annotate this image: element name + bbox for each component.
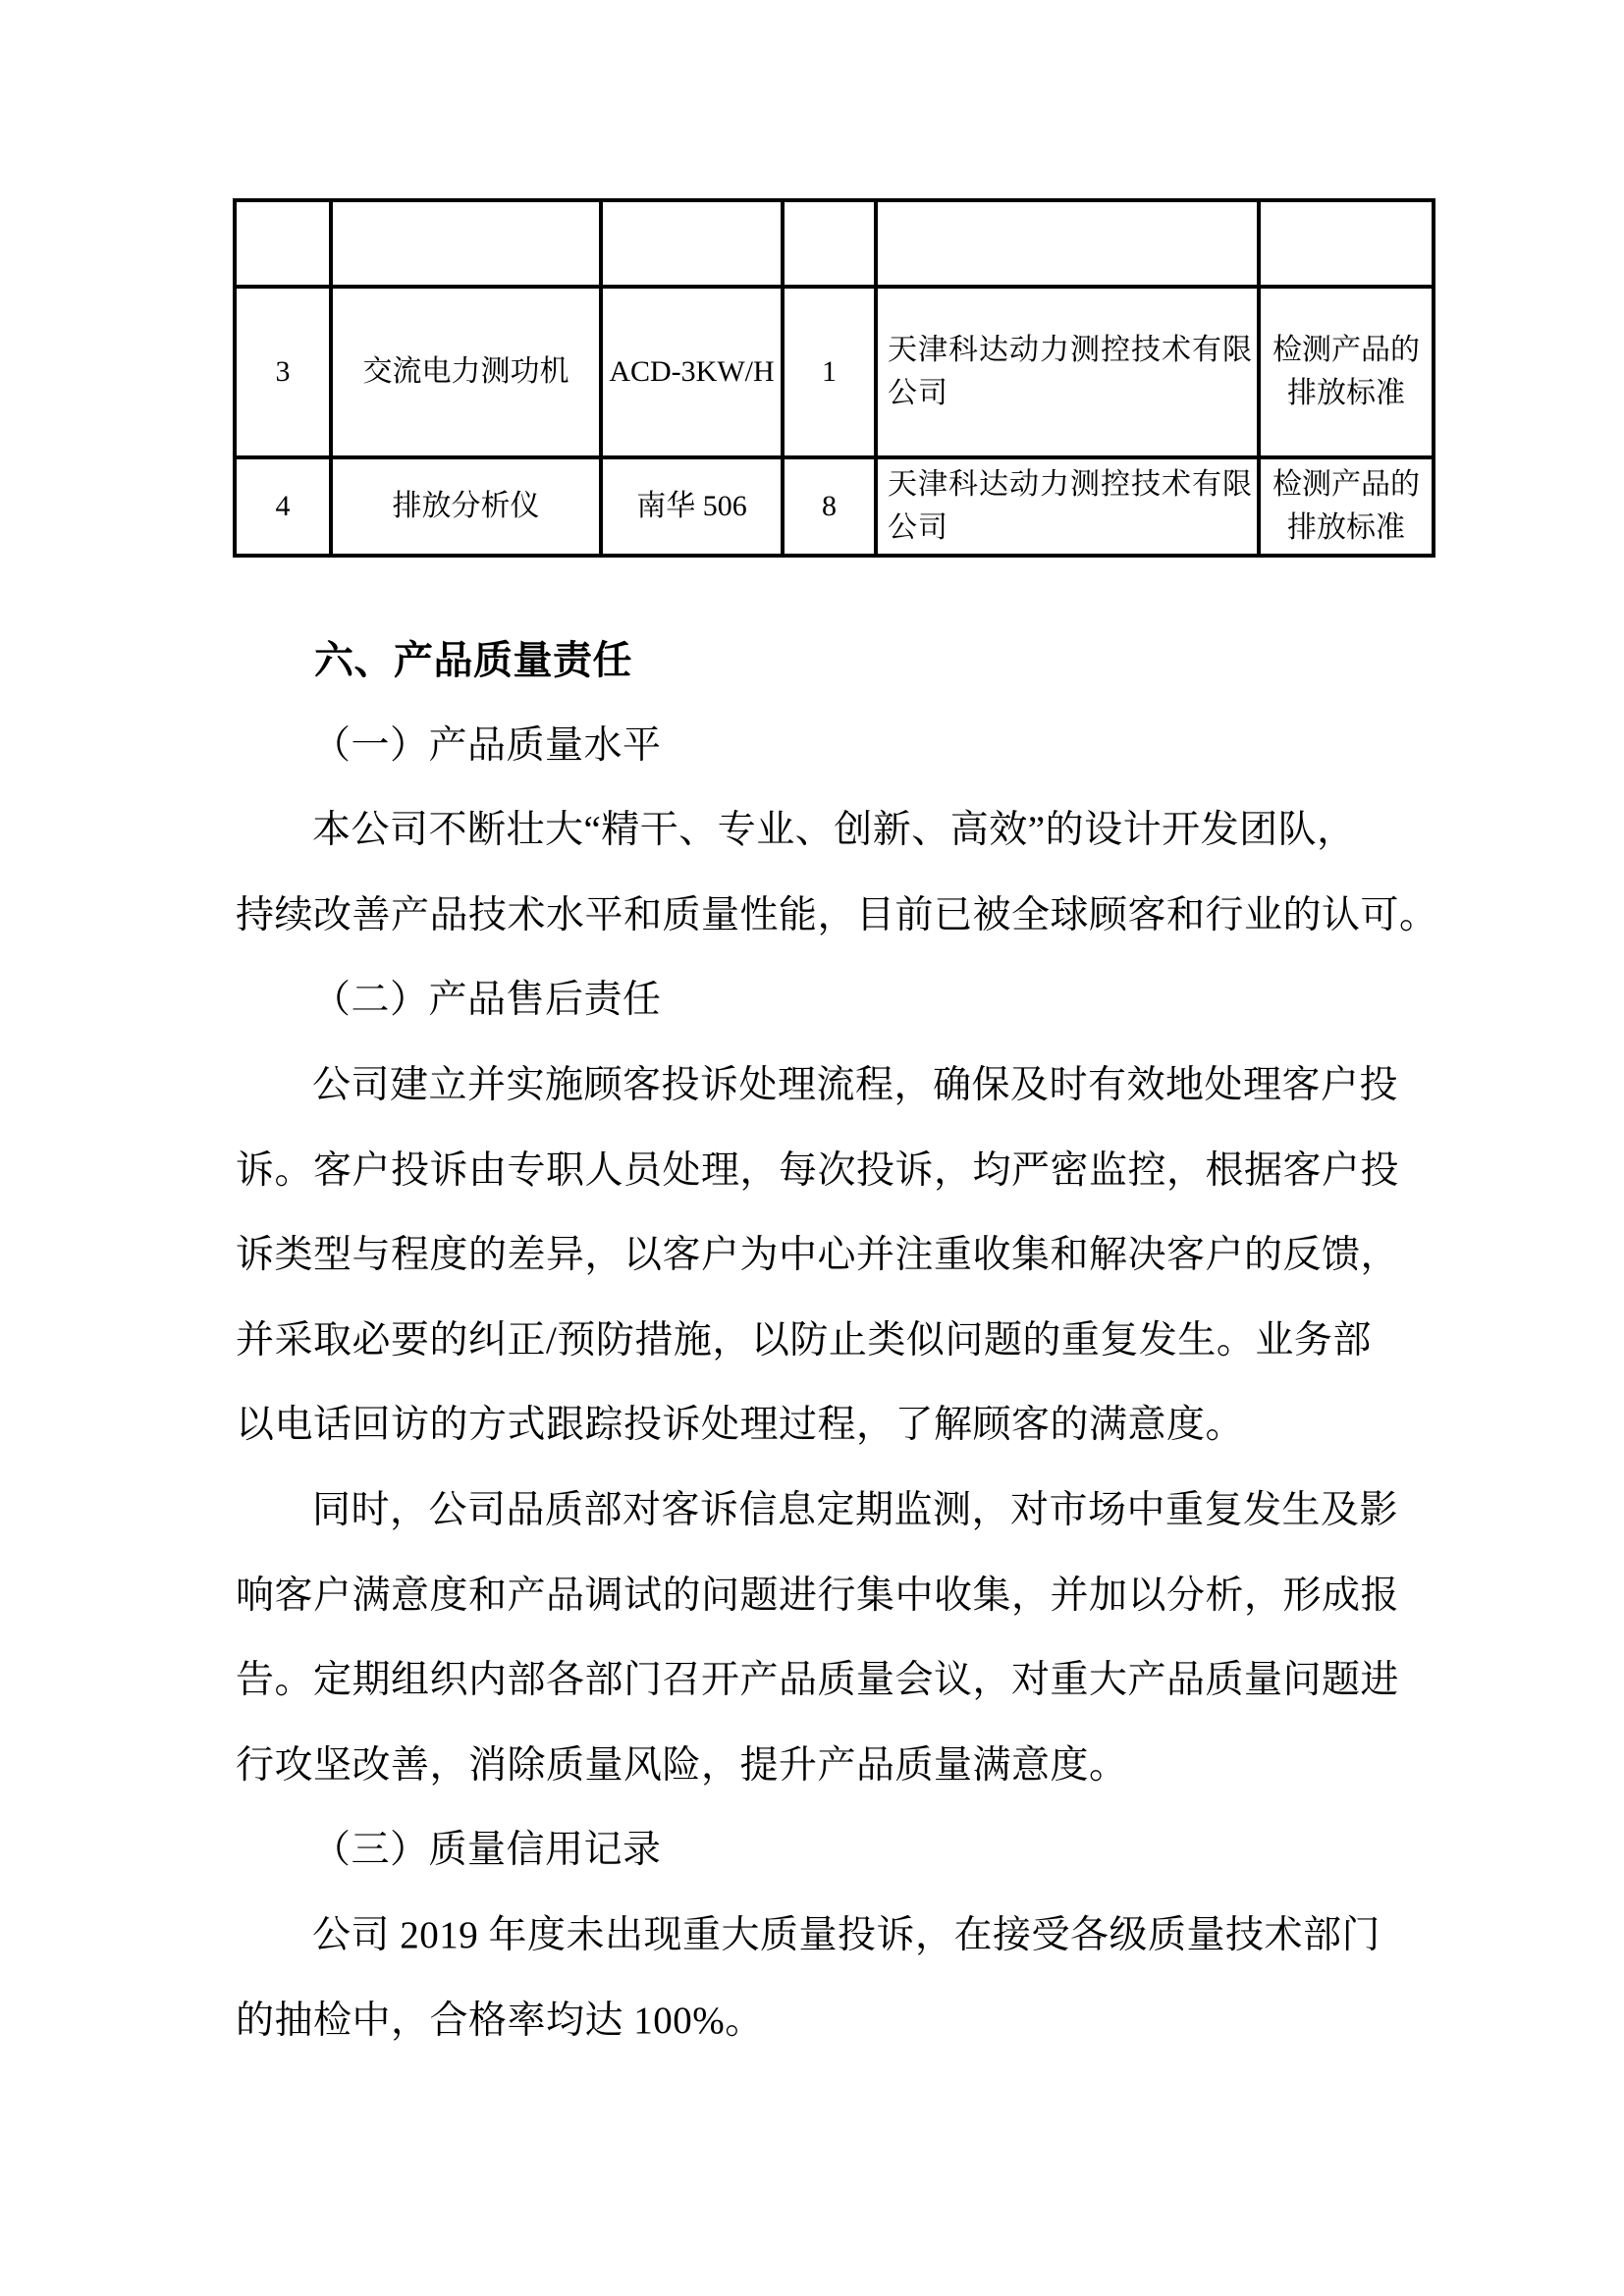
paragraph-line: 公司 2019 年度未出现重大质量投诉，在接受各级质量技术部门 [312,1913,1381,1956]
table-row-4 [235,457,1434,556]
paragraph-line: 同时，公司品质部对客诉信息定期监测，对市场中重复发生及影 [312,1488,1399,1531]
equipment-table [233,198,1435,558]
section-heading: 六、产品质量责任 [314,638,632,683]
table-row-continuation [235,200,1434,287]
paragraph-line: 告。定期组织内部各部门召开产品质量会议，对重大产品质量问题进 [236,1659,1400,1702]
table-cell-model: 南华 506 [601,457,783,556]
paragraph-line: 持续改善产品技术水平和质量性能，目前已被全球顾客和行业的认可。 [236,893,1438,936]
paragraph-line: 并采取必要的纠正/预防措施，以防止类似问题的重复发生。业务部 [236,1318,1372,1362]
table-cell-index: 4 [235,457,331,556]
table-cell-manufacturer: 天津科达动力测控技术有限公司 [876,287,1259,457]
table-cell-index: 3 [235,287,331,457]
subsection-heading-1: （一）产品质量水平 [312,723,662,767]
table-cell-equipment-name: 排放分析仪 [331,457,601,556]
table-row-3 [235,287,1434,457]
document-body [236,618,1438,2063]
table-cell-index [235,200,331,287]
paragraph-line: 诉。客户投诉由专职人员处理，每次投诉，均严密监控，根据客户投 [236,1148,1400,1192]
paragraph-line: 本公司不断壮大“精干、专业、创新、高效”的设计开发团队， [312,809,1356,852]
paragraph-line: 响客户满意度和产品调试的问题进行集中收集，并加以分析，形成报 [236,1574,1400,1617]
table-cell-purpose: 检测产品的排放标准 [1259,457,1434,556]
table-cell-purpose: 检测产品的排放标准 [1259,287,1434,457]
paragraph-line: 的抽检中，合格率均达 100%。 [236,1999,764,2042]
paragraph-line: 诉类型与程度的差异，以客户为中心并注重收集和解决客户的反馈， [236,1234,1400,1277]
subsection-heading-2: （二）产品售后责任 [312,979,662,1022]
table-cell-purpose [1259,200,1434,287]
paragraph-line: 以电话回访的方式跟踪投诉处理过程，了解顾客的满意度。 [236,1404,1245,1447]
table-cell-quantity [783,200,876,287]
table-cell-model: ACD-3KW/H [601,287,783,457]
table-cell-manufacturer: 天津科达动力测控技术有限公司 [876,457,1259,556]
subsection-heading-3: （三）质量信用记录 [312,1829,662,1872]
paragraph-line: 公司建立并实施顾客投诉处理流程，确保及时有效地处理客户投 [312,1063,1399,1106]
table-cell-quantity: 1 [783,287,876,457]
table-cell-equipment-name [331,200,601,287]
table-cell-equipment-name: 交流电力测功机 [331,287,601,457]
table-cell-manufacturer [876,200,1259,287]
table-cell-model [601,200,783,287]
paragraph-line: 行攻坚改善，消除质量风险，提升产品质量满意度。 [236,1743,1128,1787]
table-cell-quantity: 8 [783,457,876,556]
